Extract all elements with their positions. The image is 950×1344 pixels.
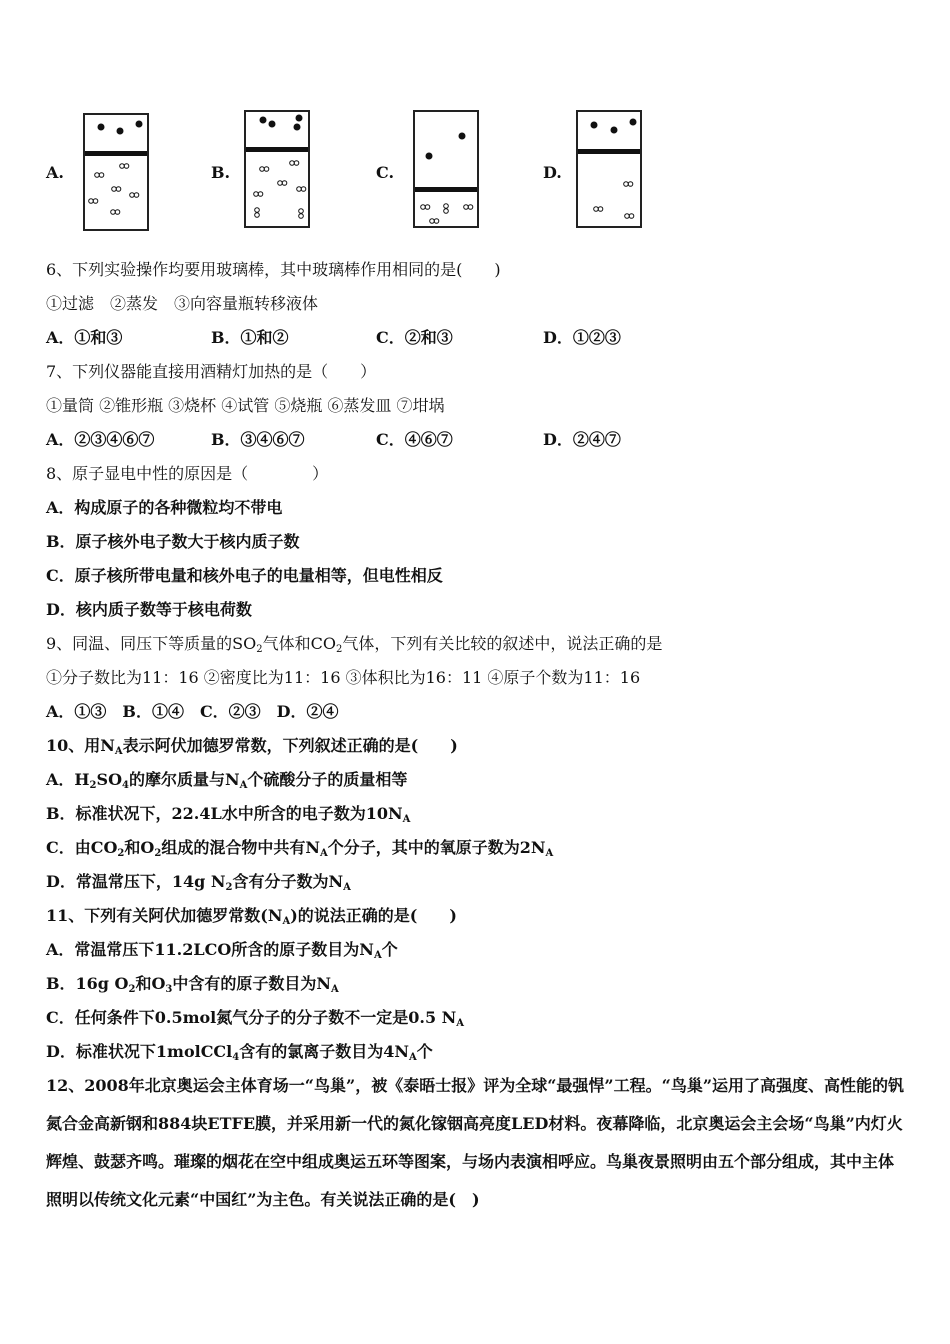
q9-options: A．①③ B．①④ C．②③ D．②④ [46,702,339,721]
container-diagram-d [576,110,642,228]
q6-option-b: B．①和② [211,328,289,347]
figure-label-d: D. [543,163,562,182]
q8-stem: 8、原子显电中性的原因是（ ） [46,464,329,483]
q8-option-b: B．原子核外电子数大于核内质子数 [46,532,300,551]
container-diagram-b [244,110,310,228]
q11-option-d: D．标准状况下1molCCl$_4$含有的氯离子数目为$4N_A$个 [46,1042,433,1063]
q8-option-d: D．核内质子数等于核电荷数 [46,600,252,619]
q9-items: ①分子数比为11：16 ②密度比为11：16 ③体积比为16：11 ④原子个数为11：16 [46,668,641,687]
q11-stem: 11、下列有关阿伏加德罗常数$(N_A)$的说法正确的是( ) [46,906,457,927]
q7-stem: 7、下列仪器能直接用酒精灯加热的是（ ） [46,362,377,381]
q6-option-d: D．①②③ [543,328,621,347]
q7-option-a: A．②③④⑥⑦ [46,430,155,449]
q11-option-b: B．16g $O_2$和$O_3$中含有的原子数目为$N_A$ [46,974,339,995]
q6-option-c: C．②和③ [376,328,453,347]
q9-stem: 9、同温、同压下等质量的$SO_2$气体和$CO_2$气体，下列有关比较的叙述中，说法正确的是 [46,634,663,655]
diagram-a-svg [85,115,147,229]
figure-label-b: B. [211,163,231,182]
q10-option-a: A．$H_2SO_4$的摩尔质量与$N_A$个硫酸分子的质量相等 [46,770,408,791]
diagram-c-svg [415,112,477,226]
q7-option-b: B．③④⑥⑦ [211,430,305,449]
q8-option-c: C．原子核所带电量和核外电子的电量相等，但电性相反 [46,566,443,585]
container-diagram-a [83,113,149,231]
q6-stem: 6、下列实验操作均要用玻璃棒，其中玻璃棒作用相同的是( ) [46,260,501,279]
container-diagram-c [413,110,479,228]
figure-label-a: A. [46,163,64,182]
q11-option-c: C．任何条件下0.5mol氮气分子的分子数不一定是0.5 $N_A$ [46,1008,465,1029]
q7-option-d: D．②④⑦ [543,430,621,449]
q6-option-a: A．①和③ [46,328,123,347]
q11-option-a: A．常温常压下11.2LCO所含的原子数目为$N_A$个 [46,940,398,961]
q10-option-b: B．标准状况下，22.4L水中所含的电子数为$10N_A$ [46,804,411,825]
q6-items: ①过滤 ②蒸发 ③向容量瓶转移液体 [46,294,319,313]
q7-option-c: C．④⑥⑦ [376,430,453,449]
q10-stem: 10、用$N_A$表示阿伏加德罗常数，下列叙述正确的是( ) [46,736,458,757]
q8-option-a: A．构成原子的各种微粒均不带电 [46,498,283,517]
q7-items: ①量筒 ②锥形瓶 ③烧杯 ④试管 ⑤烧瓶 ⑥蒸发皿 ⑦坩埚 [46,396,445,415]
q10-option-d: D．常温常压下，14g $N_2$含有分子数为$N_A$ [46,872,351,893]
diagram-d-svg [578,112,640,226]
figure-label-c: C. [376,163,395,182]
q12-paragraph: 12、2008年北京奥运会主体育场一“鸟巢”，被《泰晤士报》评为全球“最强悍”工程。“鸟巢”运用了高强度、高性能的钒氮合金高新钢和884块ETFE膜，并采用新一代的氮化镓铟高亮度LED材料。夜幕降临，北京奥运会主会场“鸟巢”内灯火辉煌、鼓瑟齐鸣。璀璨的烟花在空中组成奥运五环等图案，与场内表演相呼应。鸟巢夜景照明由五个部分组成，其中主体照明以传统文化元素“中国红”为主色。有关说法正确的是( ) [46,1076,905,1209]
diagram-b-svg [246,112,308,226]
q10-option-c: C．由$CO_2$和$O_2$组成的混合物中共有$N_A$个分子，其中的氧原子数为$2N_A$ [46,838,554,859]
